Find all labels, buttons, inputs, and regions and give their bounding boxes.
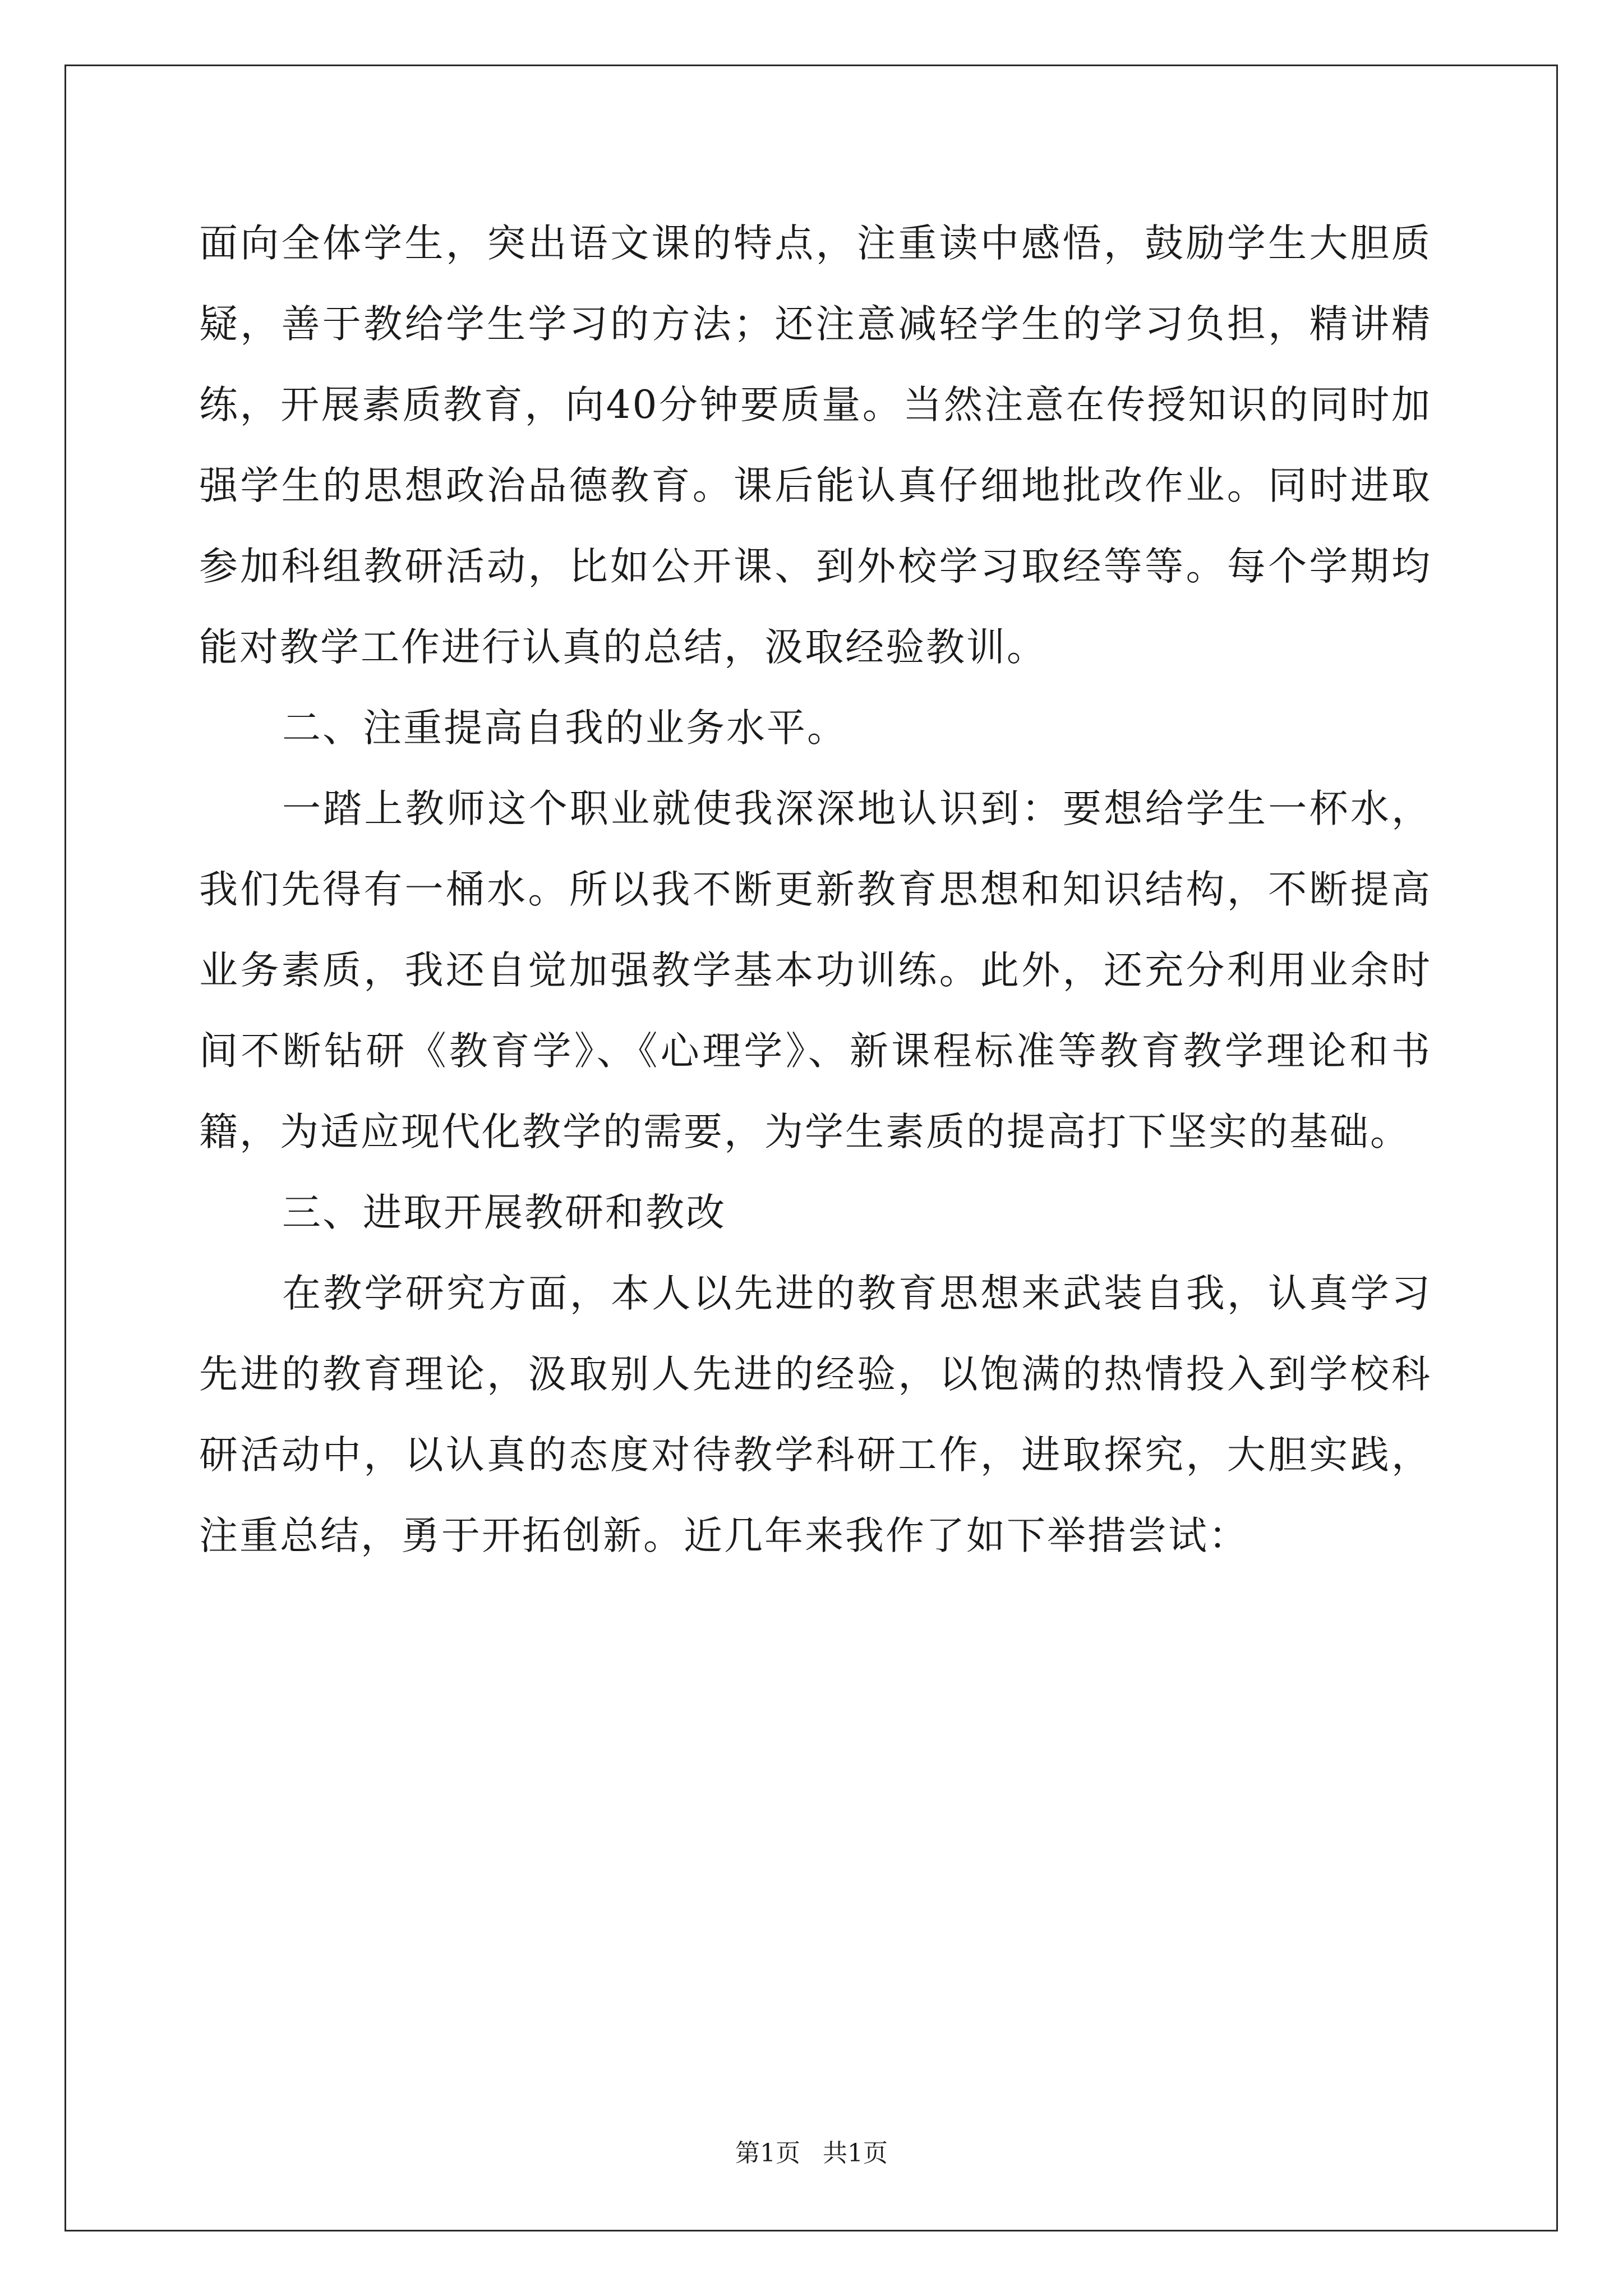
paragraph-teaching-research: 在教学研究方面，本人以先进的教育思想来武装自我，认真学习先进的教育理论，汲取别人先进的经验，以饱满的热情投入到学校科研活动中，以认真的态度对待教学科研工作，进取探究，大胆实践，注重总结，勇于开拓创新。近几年来我作了如下举措尝试： <box>199 1271 1432 1558</box>
paragraph-continued: 面向全体学生，突出语文课的特点，注重读中感悟，鼓励学生大胆质疑，善于教给学生学习的方法；还注意减轻学生的学习负担，精讲精练，开展素质教育，向40分钟要质量。当然注意在传授知识的同时加强学生的思想政治品德教育。课后能认真仔细地批改作业。同时进取参加科组教研活动，比如公开课、到外校学习取经等等。每个学期均能对教学工作进行认真的总结，汲取经验教训。 <box>199 221 1432 670</box>
section-heading-2: 二、注重提高自我的业务水平。 <box>282 706 847 751</box>
page-number-current: 第1页 <box>735 2139 800 2168</box>
paragraph-business-level: 一踏上教师这个职业就使我深深地认识到：要想给学生一杯水，我们先得有一桶水。所以我不断更新教育思想和知识结构，不断提高业务素质，我还自觉加强教学基本功训练。此外，还充分利用业余时间不断钻研《教育学》、《心理学》、新课程标准等教育教学理论和书籍，为适应现代化教学的需要，为学生素质的提高打下坚实的基础。 <box>199 786 1432 1154</box>
section-heading-3: 三、进取开展教研和教改 <box>282 1190 726 1235</box>
page-number-total: 共1页 <box>823 2139 888 2168</box>
page-footer <box>0 2137 1623 2170</box>
document-body <box>199 203 1432 1576</box>
